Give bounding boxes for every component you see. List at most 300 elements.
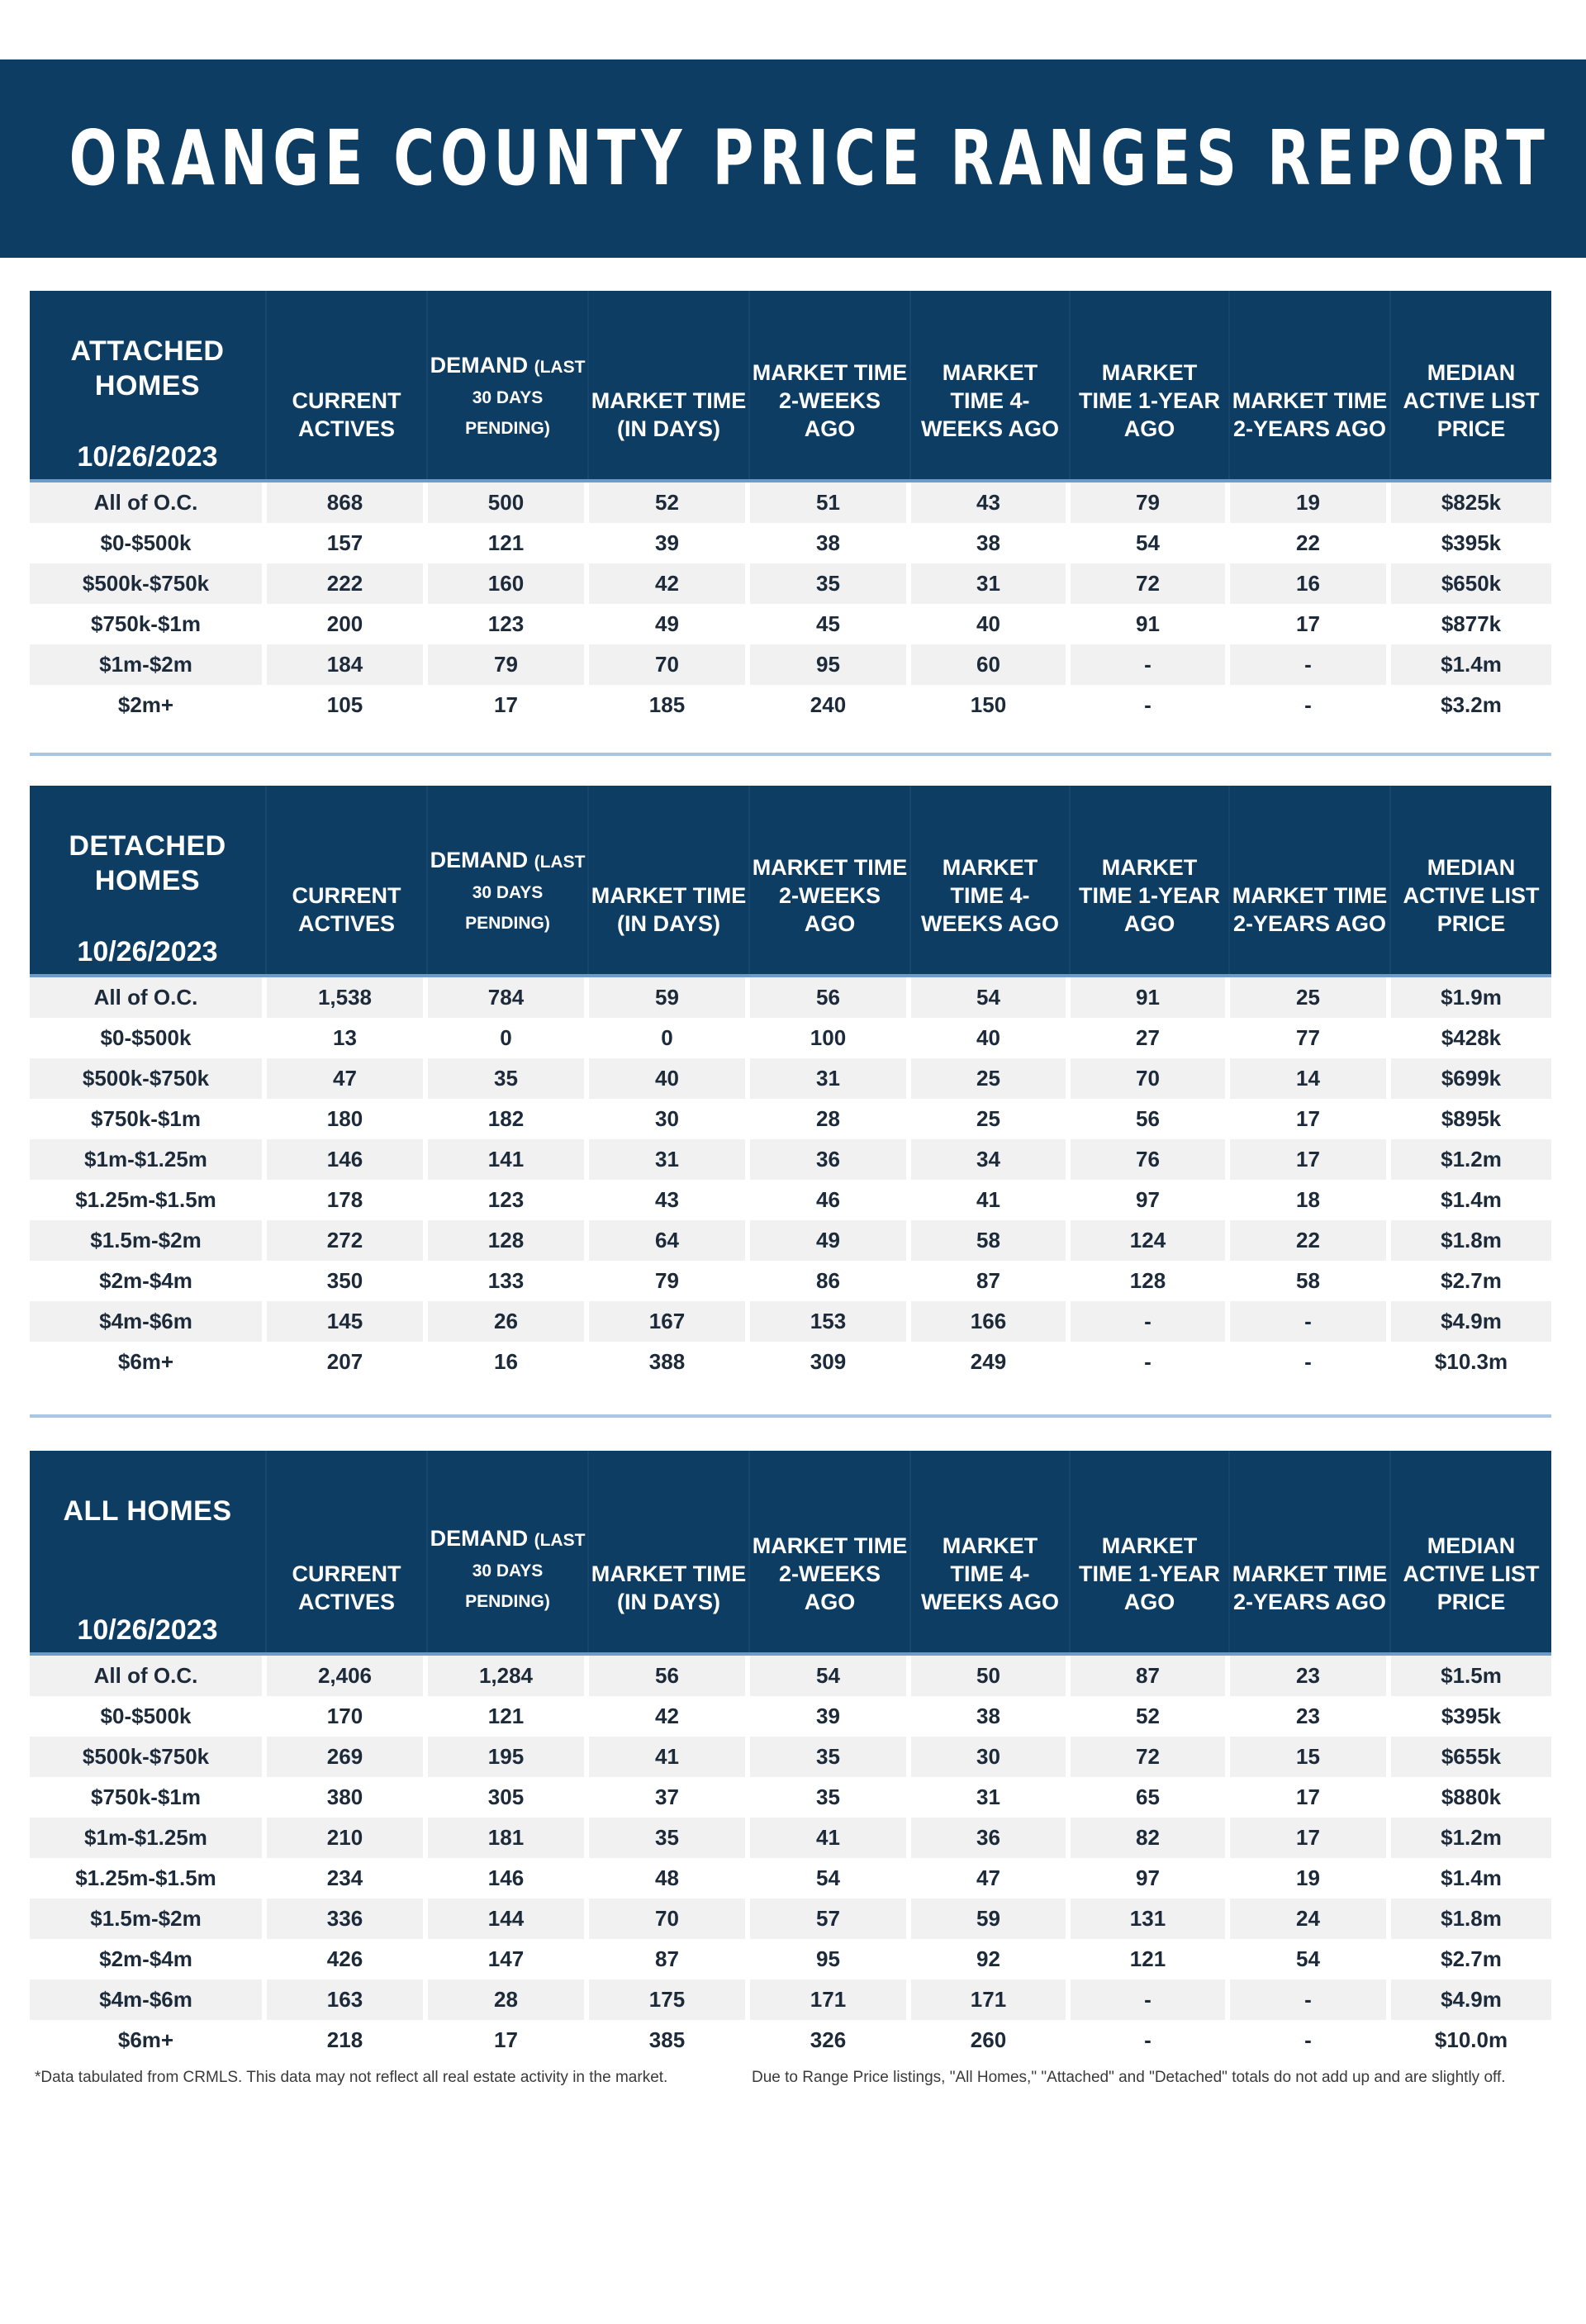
table-cell: 22: [1230, 523, 1391, 563]
table-row: [30, 1058, 1551, 1099]
price-range-label: $2m-$4m: [30, 1939, 267, 1979]
table-header: [30, 786, 1551, 977]
col-header-market-time: MARKET TIME (IN DAYS): [589, 1451, 750, 1652]
table-cell: $428k: [1391, 1018, 1551, 1058]
table-cell: $3.2m: [1391, 685, 1551, 725]
table-cell: 36: [911, 1818, 1071, 1858]
price-range-label: $1.5m-$2m: [30, 1220, 267, 1261]
section-title-cell: [30, 1451, 267, 1652]
col-header-current-actives: CURRENT ACTIVES: [267, 1451, 428, 1652]
table-cell: 868: [267, 482, 428, 523]
table-cell: $1.8m: [1391, 1899, 1551, 1939]
table-cell: 35: [589, 1818, 750, 1858]
col-header-market-time-2-weeks: MARKET TIME 2-WEEKS AGO: [750, 786, 911, 974]
table-cell: 54: [1230, 1939, 1391, 1979]
table-cell: 54: [911, 977, 1071, 1018]
table-cell: 40: [911, 604, 1071, 644]
table-cell: 28: [750, 1099, 911, 1139]
table-cell: 72: [1071, 563, 1230, 604]
col-header-demand: DEMAND (LAST 30 DAYS PENDING): [428, 1451, 589, 1652]
table-cell: 30: [911, 1737, 1071, 1777]
table-cell: $1.4m: [1391, 644, 1551, 685]
table-cell: 26: [428, 1301, 589, 1342]
table-cell: -: [1230, 685, 1391, 725]
table-cell: 145: [267, 1301, 428, 1342]
table-row: [30, 1979, 1551, 2020]
table-cell: 31: [911, 1777, 1071, 1818]
table-cell: 43: [911, 482, 1071, 523]
table-cell: 1,538: [267, 977, 428, 1018]
table-cell: 128: [428, 1220, 589, 1261]
table-row: [30, 1261, 1551, 1301]
report-title: ORANGE COUNTY PRICE RANGES REPORT: [69, 114, 1550, 202]
table-cell: 41: [911, 1180, 1071, 1220]
table-cell: 38: [750, 523, 911, 563]
col-header-median-list-price: MEDIAN ACTIVE LIST PRICE: [1403, 855, 1540, 936]
table-cell: 240: [750, 685, 911, 725]
section-divider: [30, 1414, 1551, 1418]
table-cell: 121: [428, 523, 589, 563]
table-cell: $825k: [1391, 482, 1551, 523]
table-cell: 184: [267, 644, 428, 685]
table-cell: 157: [267, 523, 428, 563]
table-cell: 56: [750, 977, 911, 1018]
table-cell: 19: [1230, 482, 1391, 523]
table-cell: 218: [267, 2020, 428, 2060]
col-header-market-time-1-year: MARKET TIME 1-YEAR AGO: [1071, 291, 1230, 479]
price-range-label: $1.5m-$2m: [30, 1899, 267, 1939]
table-cell: 25: [1230, 977, 1391, 1018]
section-title-cell: [30, 291, 267, 479]
col-header-median-list-price: MEDIAN ACTIVE LIST PRICE: [1403, 1533, 1540, 1614]
table-cell: $10.3m: [1391, 1342, 1551, 1382]
section-name: ALL HOMES: [63, 1495, 232, 1527]
price-range-label: All of O.C.: [30, 482, 267, 523]
section-date: 10/26/2023: [77, 441, 218, 473]
table-row: [30, 1939, 1551, 1979]
table-cell: 170: [267, 1696, 428, 1737]
col-header-market-time-1-year: MARKET TIME 1-YEAR AGO: [1071, 1451, 1230, 1652]
table-cell: 185: [589, 685, 750, 725]
table-cell: 31: [589, 1139, 750, 1180]
price-range-label: $1.25m-$1.5m: [30, 1180, 267, 1220]
table-cell: 28: [428, 1979, 589, 2020]
table-cell: 350: [267, 1261, 428, 1301]
table-cell: 91: [1071, 977, 1230, 1018]
table-row: [30, 604, 1551, 644]
col-header-market-time: MARKET TIME (IN DAYS): [589, 291, 750, 479]
table-cell: 40: [589, 1058, 750, 1099]
table-cell: 91: [1071, 604, 1230, 644]
table-cell: 49: [589, 604, 750, 644]
footnote-range-disclaimer: Due to Range Price listings, "All Homes," "Attached" and "Detached" totals do not add up and are slightly off.: [752, 2069, 1506, 2086]
table-row: [30, 563, 1551, 604]
price-range-label: $750k-$1m: [30, 604, 267, 644]
section-name: DETACHED HOMES: [69, 830, 226, 896]
table-row: [30, 1139, 1551, 1180]
col-header-market-time-2-weeks: MARKET TIME 2-WEEKS AGO: [750, 1451, 911, 1652]
table-cell: 77: [1230, 1018, 1391, 1058]
table-cell: 45: [750, 604, 911, 644]
table-cell: 144: [428, 1899, 589, 1939]
table-cell: 260: [911, 2020, 1071, 2060]
table-cell: 70: [589, 644, 750, 685]
table-cell: 52: [589, 482, 750, 523]
table-cell: 133: [428, 1261, 589, 1301]
table-cell: 92: [911, 1939, 1071, 1979]
table-cell: 13: [267, 1018, 428, 1058]
table-cell: 305: [428, 1777, 589, 1818]
table-cell: -: [1071, 2020, 1230, 2060]
section-date: 10/26/2023: [77, 1614, 218, 1646]
table-cell: 54: [1071, 523, 1230, 563]
table-cell: 38: [911, 1696, 1071, 1737]
table-cell: 121: [1071, 1939, 1230, 1979]
table-cell: 25: [911, 1099, 1071, 1139]
table-cell: 160: [428, 563, 589, 604]
section-divider: [30, 753, 1551, 756]
table-row: [30, 523, 1551, 563]
table-cell: 784: [428, 977, 589, 1018]
table-cell: -: [1071, 644, 1230, 685]
table-cell: 200: [267, 604, 428, 644]
table-row: [30, 1342, 1551, 1382]
table-cell: 166: [911, 1301, 1071, 1342]
table-cell: -: [1230, 1342, 1391, 1382]
table-row: [30, 644, 1551, 685]
table-cell: $895k: [1391, 1099, 1551, 1139]
col-header-market-time-4-weeks: MARKET TIME 4-WEEKS AGO: [911, 786, 1071, 974]
table-cell: 210: [267, 1818, 428, 1858]
table-cell: $1.8m: [1391, 1220, 1551, 1261]
table-cell: 272: [267, 1220, 428, 1261]
table-cell: 87: [911, 1261, 1071, 1301]
table-cell: $1.4m: [1391, 1858, 1551, 1899]
table-cell: 64: [589, 1220, 750, 1261]
table-cell: 222: [267, 563, 428, 604]
table-cell: 31: [750, 1058, 911, 1099]
price-range-label: $6m+: [30, 2020, 267, 2060]
table-cell: 72: [1071, 1737, 1230, 1777]
table-cell: $1.4m: [1391, 1180, 1551, 1220]
table-cell: 70: [589, 1899, 750, 1939]
table-row: [30, 1737, 1551, 1777]
col-header-demand: DEMAND (LAST 30 DAYS PENDING): [428, 291, 589, 479]
price-range-label: $4m-$6m: [30, 1979, 267, 2020]
col-header-market-time-2-years: MARKET TIME 2-YEARS AGO: [1230, 291, 1391, 479]
table-cell: $10.0m: [1391, 2020, 1551, 2060]
table-cell: 23: [1230, 1696, 1391, 1737]
table-cell: 128: [1071, 1261, 1230, 1301]
table-cell: 58: [1230, 1261, 1391, 1301]
table-cell: 146: [428, 1858, 589, 1899]
table-row: [30, 1099, 1551, 1139]
col-header-market-time-1-year: MARKET TIME 1-YEAR AGO: [1071, 786, 1230, 974]
table-cell: $2.7m: [1391, 1939, 1551, 1979]
table-cell: 65: [1071, 1777, 1230, 1818]
table-cell: 60: [911, 644, 1071, 685]
table-cell: 17: [1230, 1099, 1391, 1139]
table-cell: 36: [750, 1139, 911, 1180]
col-header-market-time-4-weeks: MARKET TIME 4-WEEKS AGO: [911, 1451, 1071, 1652]
table-cell: 17: [428, 685, 589, 725]
table-cell: 207: [267, 1342, 428, 1382]
price-range-label: $6m+: [30, 1342, 267, 1382]
table-cell: 171: [911, 1979, 1071, 2020]
table-cell: 35: [428, 1058, 589, 1099]
price-range-label: $4m-$6m: [30, 1301, 267, 1342]
table-cell: 17: [428, 2020, 589, 2060]
table-cell: 249: [911, 1342, 1071, 1382]
table-cell: 86: [750, 1261, 911, 1301]
table-cell: 27: [1071, 1018, 1230, 1058]
table-cell: 23: [1230, 1656, 1391, 1696]
table-cell: 336: [267, 1899, 428, 1939]
table-cell: -: [1071, 1301, 1230, 1342]
table-cell: 123: [428, 1180, 589, 1220]
table-cell: 97: [1071, 1858, 1230, 1899]
table-cell: 385: [589, 2020, 750, 2060]
table-header: [30, 1451, 1551, 1656]
table-cell: 17: [1230, 1818, 1391, 1858]
table-row: [30, 1301, 1551, 1342]
table-cell: 163: [267, 1979, 428, 2020]
price-range-label: $1.25m-$1.5m: [30, 1858, 267, 1899]
table-cell: 16: [1230, 563, 1391, 604]
table-cell: 95: [750, 1939, 911, 1979]
table-cell: 87: [589, 1939, 750, 1979]
table-cell: -: [1071, 685, 1230, 725]
table-header: [30, 291, 1551, 482]
table-cell: 79: [428, 644, 589, 685]
report-banner: [0, 59, 1586, 258]
table-cell: 70: [1071, 1058, 1230, 1099]
price-range-label: $0-$500k: [30, 523, 267, 563]
table-cell: 2,406: [267, 1656, 428, 1696]
table-cell: 17: [1230, 1139, 1391, 1180]
table-cell: 52: [1071, 1696, 1230, 1737]
table-cell: 153: [750, 1301, 911, 1342]
price-range-label: $0-$500k: [30, 1018, 267, 1058]
table-cell: 39: [589, 523, 750, 563]
price-range-label: All of O.C.: [30, 977, 267, 1018]
table-row: [30, 977, 1551, 1018]
table-cell: 47: [911, 1858, 1071, 1899]
table-cell: 38: [911, 523, 1071, 563]
table-cell: -: [1071, 1342, 1230, 1382]
table-cell: 50: [911, 1656, 1071, 1696]
table-cell: 269: [267, 1737, 428, 1777]
table-cell: $2.7m: [1391, 1261, 1551, 1301]
table-cell: 34: [911, 1139, 1071, 1180]
col-header-current-actives: CURRENT ACTIVES: [267, 786, 428, 974]
table-row: [30, 1656, 1551, 1696]
col-header-market-time-4-weeks: MARKET TIME 4-WEEKS AGO: [911, 291, 1071, 479]
table-cell: 146: [267, 1139, 428, 1180]
table-cell: 380: [267, 1777, 428, 1818]
col-header-market-time: MARKET TIME (IN DAYS): [589, 786, 750, 974]
table-cell: 175: [589, 1979, 750, 2020]
table-row: [30, 1858, 1551, 1899]
table-cell: 22: [1230, 1220, 1391, 1261]
table-cell: 97: [1071, 1180, 1230, 1220]
table-cell: 56: [1071, 1099, 1230, 1139]
table-cell: 180: [267, 1099, 428, 1139]
price-range-label: $500k-$750k: [30, 1058, 267, 1099]
table-row: [30, 1180, 1551, 1220]
table-cell: $395k: [1391, 523, 1551, 563]
table-cell: 24: [1230, 1899, 1391, 1939]
table-cell: $4.9m: [1391, 1301, 1551, 1342]
table-cell: 57: [750, 1899, 911, 1939]
table-row: [30, 1220, 1551, 1261]
table-cell: 15: [1230, 1737, 1391, 1777]
table-cell: -: [1230, 644, 1391, 685]
table-cell: 17: [1230, 1777, 1391, 1818]
table-cell: $880k: [1391, 1777, 1551, 1818]
table-cell: 121: [428, 1696, 589, 1737]
table-cell: 17: [1230, 604, 1391, 644]
table-cell: 54: [750, 1656, 911, 1696]
table-cell: 30: [589, 1099, 750, 1139]
col-header-demand: DEMAND (LAST 30 DAYS PENDING): [428, 786, 589, 974]
table-cell: $699k: [1391, 1058, 1551, 1099]
table-cell: 326: [750, 2020, 911, 2060]
table-row: [30, 1018, 1551, 1058]
table-cell: $877k: [1391, 604, 1551, 644]
section-title-cell: [30, 786, 267, 974]
col-header-market-time-2-years: MARKET TIME 2-YEARS AGO: [1230, 786, 1391, 974]
col-header-market-time-2-weeks: MARKET TIME 2-WEEKS AGO: [750, 291, 911, 479]
table-cell: 39: [750, 1696, 911, 1737]
table-cell: 40: [911, 1018, 1071, 1058]
table-cell: 31: [911, 563, 1071, 604]
table-cell: 124: [1071, 1220, 1230, 1261]
table-cell: 19: [1230, 1858, 1391, 1899]
table-row: [30, 482, 1551, 523]
table-body: [30, 482, 1551, 725]
table-cell: 182: [428, 1099, 589, 1139]
table-cell: 150: [911, 685, 1071, 725]
table-cell: 59: [589, 977, 750, 1018]
price-range-label: $750k-$1m: [30, 1777, 267, 1818]
table-cell: 14: [1230, 1058, 1391, 1099]
table-cell: 500: [428, 482, 589, 523]
table-cell: 42: [589, 1696, 750, 1737]
col-header-market-time-2-years: MARKET TIME 2-YEARS AGO: [1230, 1451, 1391, 1652]
price-range-label: All of O.C.: [30, 1656, 267, 1696]
table-cell: 309: [750, 1342, 911, 1382]
table-cell: 0: [428, 1018, 589, 1058]
table-cell: 59: [911, 1899, 1071, 1939]
table-cell: 42: [589, 563, 750, 604]
table-cell: 16: [428, 1342, 589, 1382]
table-cell: 58: [911, 1220, 1071, 1261]
table-cell: 56: [589, 1656, 750, 1696]
table-cell: $1.2m: [1391, 1818, 1551, 1858]
table-cell: 25: [911, 1058, 1071, 1099]
table-cell: 41: [750, 1818, 911, 1858]
table-body: [30, 977, 1551, 1382]
price-range-label: $1m-$1.25m: [30, 1139, 267, 1180]
table-cell: -: [1230, 1979, 1391, 2020]
table-cell: $4.9m: [1391, 1979, 1551, 2020]
table-row: [30, 1899, 1551, 1939]
section-date: 10/26/2023: [77, 936, 218, 967]
table-cell: 234: [267, 1858, 428, 1899]
table-cell: 95: [750, 644, 911, 685]
table-cell: 1,284: [428, 1656, 589, 1696]
table-cell: $1.9m: [1391, 977, 1551, 1018]
table-cell: 82: [1071, 1818, 1230, 1858]
table-cell: 195: [428, 1737, 589, 1777]
table-cell: 76: [1071, 1139, 1230, 1180]
table-cell: 178: [267, 1180, 428, 1220]
price-range-label: $750k-$1m: [30, 1099, 267, 1139]
table-cell: 18: [1230, 1180, 1391, 1220]
price-range-label: $500k-$750k: [30, 563, 267, 604]
table-row: [30, 1696, 1551, 1737]
col-header-median-list-price: MEDIAN ACTIVE LIST PRICE: [1403, 360, 1540, 441]
table-cell: 171: [750, 1979, 911, 2020]
table-cell: 388: [589, 1342, 750, 1382]
table-cell: 426: [267, 1939, 428, 1979]
table-cell: $655k: [1391, 1737, 1551, 1777]
table-cell: 35: [750, 1737, 911, 1777]
table-body: [30, 1656, 1551, 2060]
price-range-table: [30, 291, 1551, 725]
price-range-table: [30, 1451, 1551, 2060]
col-header-current-actives: CURRENT ACTIVES: [267, 291, 428, 479]
table-cell: 43: [589, 1180, 750, 1220]
table-cell: -: [1230, 2020, 1391, 2060]
table-cell: 46: [750, 1180, 911, 1220]
price-range-table: [30, 786, 1551, 1382]
price-range-label: $0-$500k: [30, 1696, 267, 1737]
table-cell: -: [1071, 1979, 1230, 2020]
table-cell: $1.2m: [1391, 1139, 1551, 1180]
section-name: ATTACHED HOMES: [70, 335, 225, 402]
table-cell: 87: [1071, 1656, 1230, 1696]
table-cell: 131: [1071, 1899, 1230, 1939]
table-cell: 147: [428, 1939, 589, 1979]
table-cell: 49: [750, 1220, 911, 1261]
price-range-label: $1m-$1.25m: [30, 1818, 267, 1858]
price-range-label: $1m-$2m: [30, 644, 267, 685]
table-cell: 48: [589, 1858, 750, 1899]
table-cell: 79: [1071, 482, 1230, 523]
table-cell: $650k: [1391, 563, 1551, 604]
table-cell: 79: [589, 1261, 750, 1301]
table-cell: 141: [428, 1139, 589, 1180]
table-cell: -: [1230, 1301, 1391, 1342]
table-cell: 123: [428, 604, 589, 644]
table-cell: 54: [750, 1858, 911, 1899]
table-cell: 37: [589, 1777, 750, 1818]
table-cell: 35: [750, 563, 911, 604]
price-range-label: $2m-$4m: [30, 1261, 267, 1301]
table-cell: 51: [750, 482, 911, 523]
table-cell: 181: [428, 1818, 589, 1858]
table-cell: 105: [267, 685, 428, 725]
table-cell: 0: [589, 1018, 750, 1058]
table-cell: $1.5m: [1391, 1656, 1551, 1696]
price-range-label: $2m+: [30, 685, 267, 725]
price-range-label: $500k-$750k: [30, 1737, 267, 1777]
table-row: [30, 1777, 1551, 1818]
table-cell: 167: [589, 1301, 750, 1342]
table-cell: 100: [750, 1018, 911, 1058]
